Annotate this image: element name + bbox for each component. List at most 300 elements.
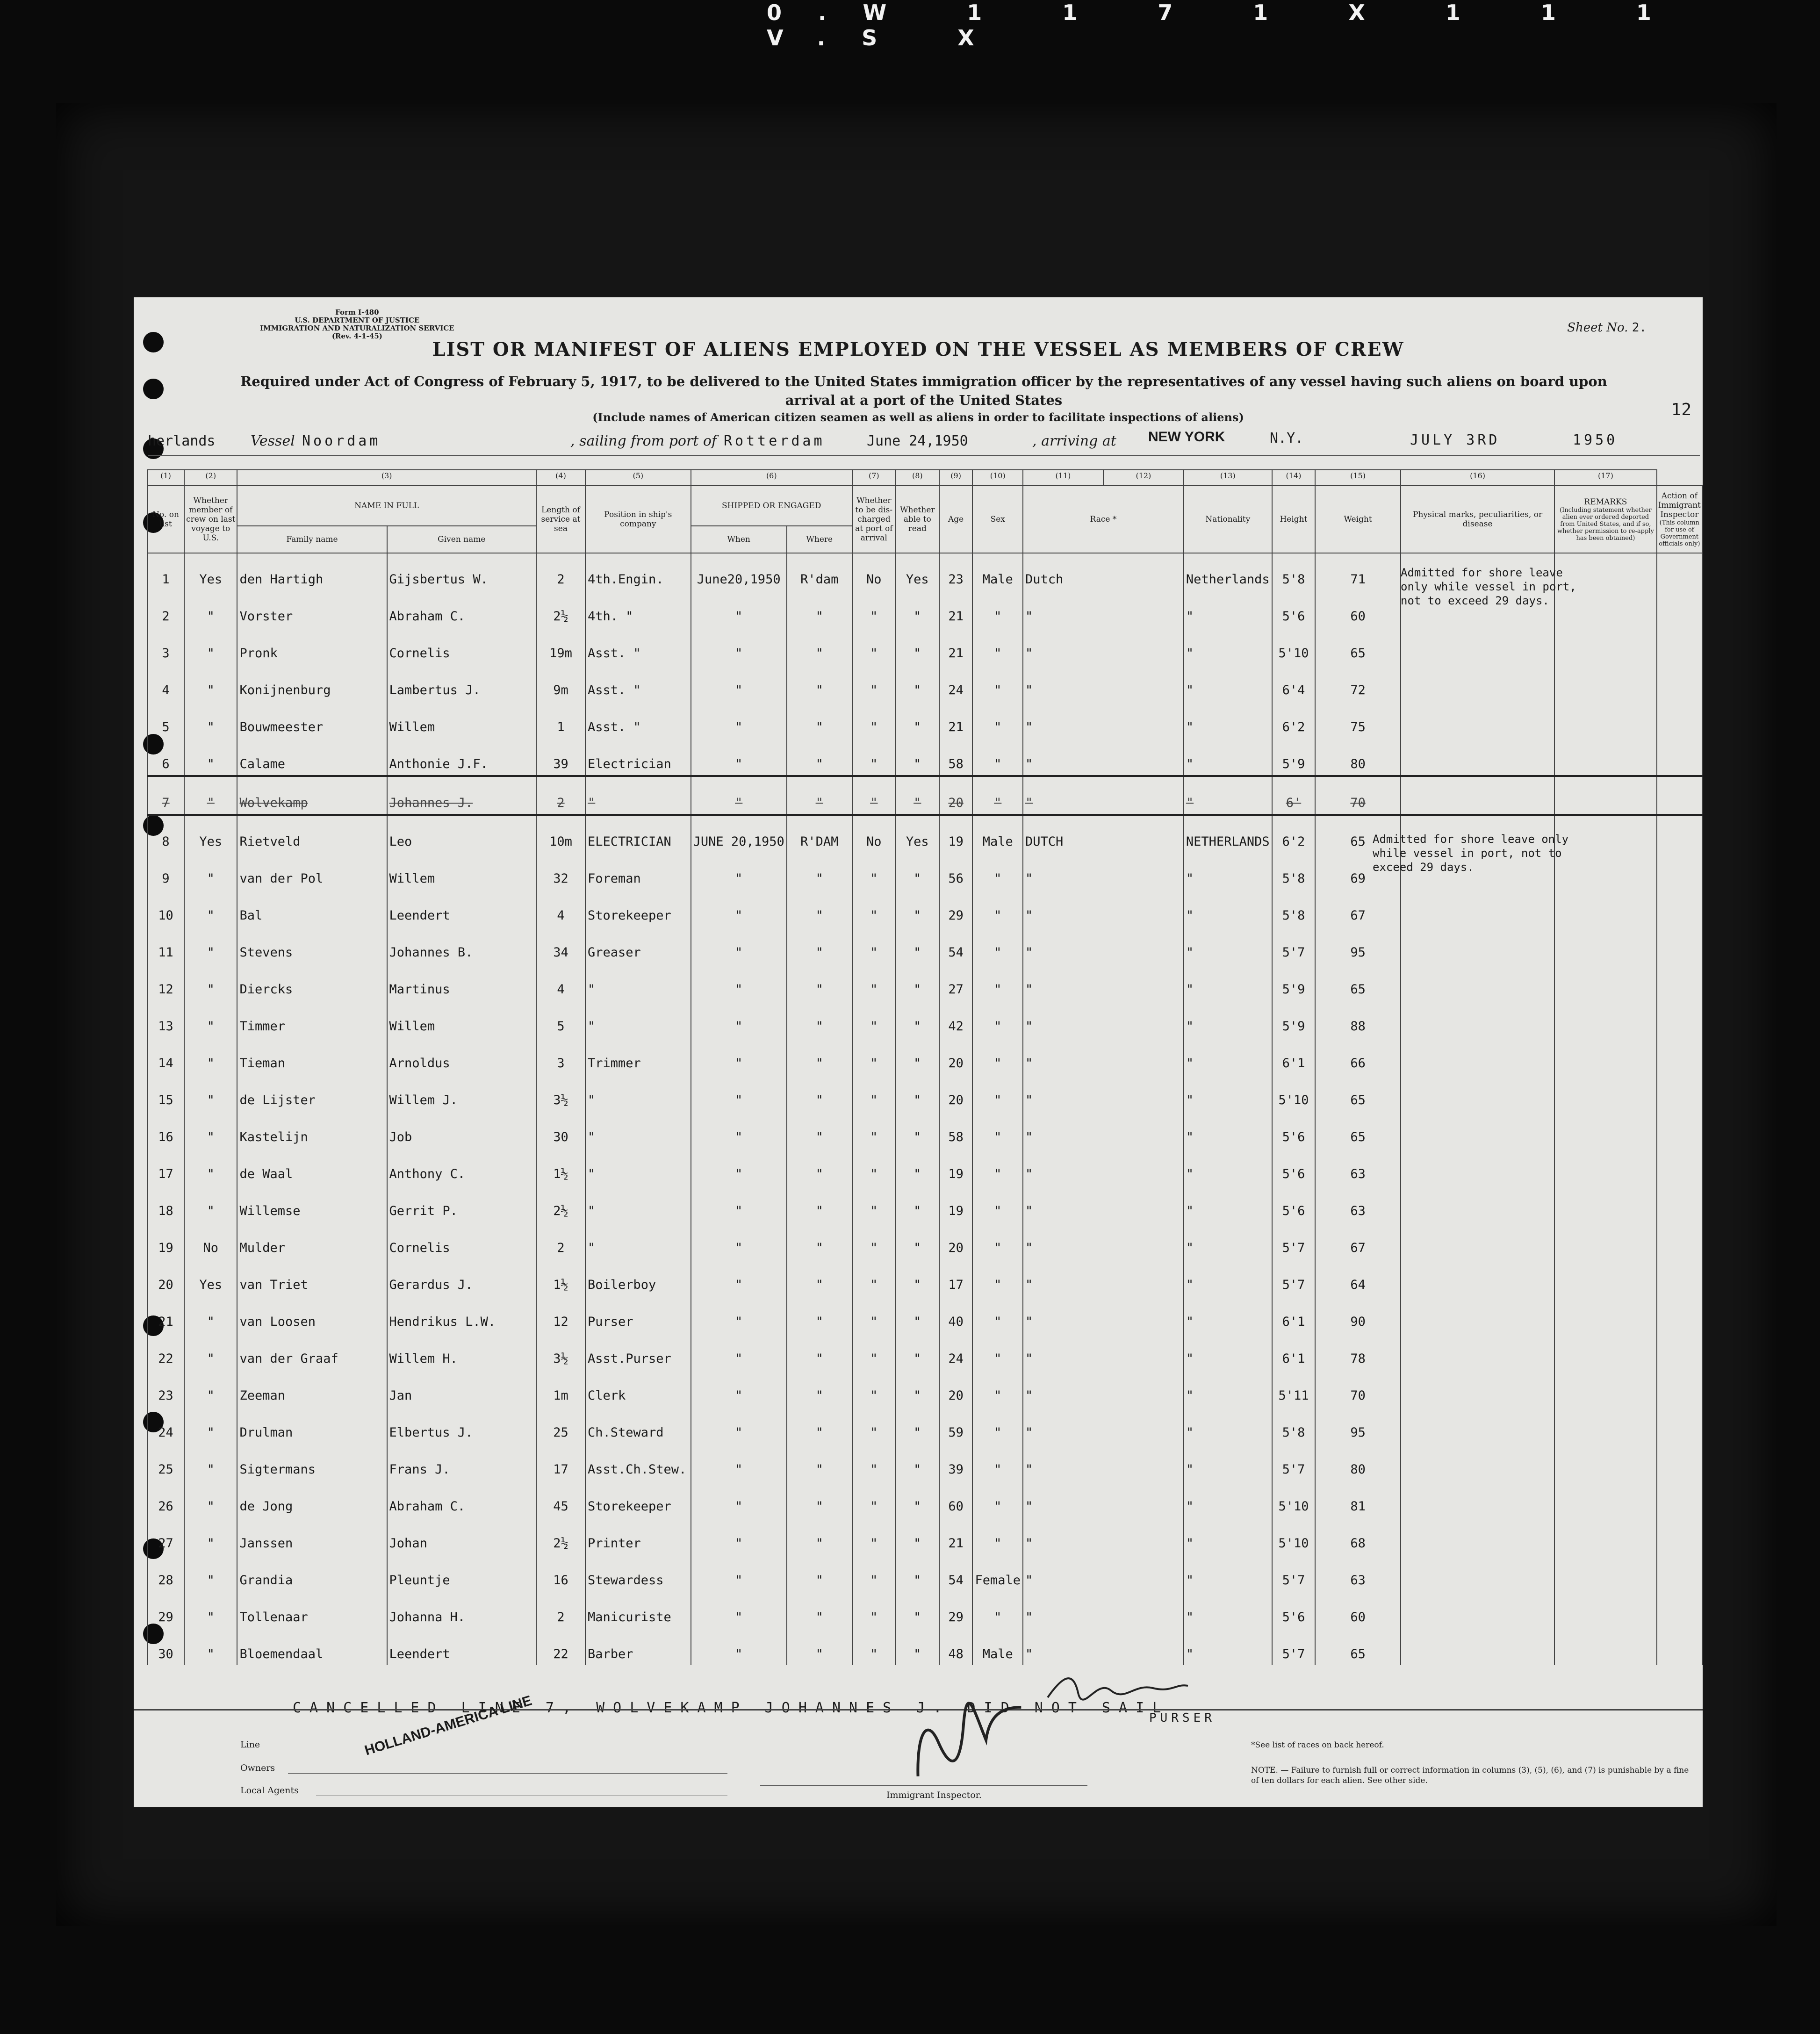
cell-crew: "	[184, 1517, 237, 1554]
crew-manifest-table	[147, 469, 1703, 1665]
cell-length: 2	[536, 1222, 585, 1259]
cell-where: "	[787, 1037, 852, 1074]
cell-given: Lambertus J.	[387, 664, 536, 701]
cell-race: "	[1023, 1591, 1184, 1628]
cell-sex: Female	[972, 1554, 1023, 1591]
cell-where: R'DAM	[787, 815, 852, 853]
cell-physical	[1401, 1628, 1554, 1665]
cell-action	[1657, 1370, 1702, 1407]
col-num-12: (12)	[1103, 470, 1184, 486]
cell-weight: 67	[1315, 1222, 1401, 1259]
cell-discharged: "	[852, 1333, 896, 1370]
cell-action	[1657, 1407, 1702, 1444]
cell-action	[1657, 963, 1702, 1000]
cell-crew: "	[184, 1037, 237, 1074]
cancellation-note: CANCELLED LINE 7, WOLVEKAMP JOHANNES J. DID NOT SAIL	[293, 1700, 1170, 1716]
scanner-marks: 0.W 1 1 7 1 X 1 1 1 V.S X	[767, 0, 1688, 50]
cell-position: Storekeeper	[585, 1481, 691, 1517]
cell-race: "	[1023, 1222, 1184, 1259]
cell-no: 3	[147, 627, 184, 664]
cell-when: "	[691, 1148, 787, 1185]
header-action	[1657, 486, 1702, 553]
cell-given: Jan	[387, 1370, 536, 1407]
cell-length: 4	[536, 890, 585, 927]
flag: herlands	[148, 433, 216, 449]
cell-age: 19	[939, 1148, 973, 1185]
cell-family: Janssen	[237, 1517, 387, 1554]
cell-family: den Hartigh	[237, 553, 387, 590]
header-discharged: Whether to be dis-charged at port of arrival	[852, 486, 896, 553]
cell-action	[1657, 927, 1702, 963]
cell-nationality: "	[1184, 1259, 1272, 1296]
cell-crew: No	[184, 1222, 237, 1259]
cell-where: "	[787, 738, 852, 776]
cell-action	[1657, 776, 1702, 815]
cell-weight: 81	[1315, 1481, 1401, 1517]
cell-height: 6'1	[1272, 1037, 1316, 1074]
table-row	[147, 1000, 1702, 1037]
cell-weight: 69	[1315, 853, 1401, 890]
cell-family: Pronk	[237, 627, 387, 664]
cell-age: 58	[939, 1111, 973, 1148]
cell-remarks	[1554, 1259, 1657, 1296]
cell-race: "	[1023, 627, 1184, 664]
table-row	[147, 1628, 1702, 1665]
purser-label: PURSER	[1149, 1711, 1216, 1725]
cell-length: 12	[536, 1296, 585, 1333]
cell-physical	[1401, 1407, 1554, 1444]
header-physical-marks: Physical marks, peculiarities, or disease	[1401, 486, 1554, 553]
cell-where: "	[787, 927, 852, 963]
cell-height: 5'10	[1272, 1517, 1316, 1554]
cell-crew: "	[184, 1628, 237, 1665]
cell-race: "	[1023, 590, 1184, 627]
cell-where: "	[787, 1296, 852, 1333]
cell-nationality: "	[1184, 853, 1272, 890]
cell-action	[1657, 1037, 1702, 1074]
cell-remarks	[1554, 1517, 1657, 1554]
cell-discharged: "	[852, 1185, 896, 1222]
cell-no: 1	[147, 553, 184, 590]
cell-no: 12	[147, 963, 184, 1000]
cell-height: 6'1	[1272, 1333, 1316, 1370]
cell-sex: "	[972, 1111, 1023, 1148]
header-race: Race *	[1023, 486, 1184, 553]
cell-discharged: "	[852, 590, 896, 627]
cell-read: "	[896, 1074, 939, 1111]
cell-sex: "	[972, 1407, 1023, 1444]
cell-remarks	[1554, 701, 1657, 738]
cell-remarks	[1554, 1481, 1657, 1517]
cell-nationality: "	[1184, 1296, 1272, 1333]
cell-discharged: "	[852, 963, 896, 1000]
cell-given: Cornelis	[387, 1222, 536, 1259]
cell-race: "	[1023, 853, 1184, 890]
cell-nationality: "	[1184, 1481, 1272, 1517]
cell-where: "	[787, 853, 852, 890]
col-num-6: (6)	[691, 470, 852, 486]
cell-nationality: "	[1184, 927, 1272, 963]
cell-length: 45	[536, 1481, 585, 1517]
cell-weight: 65	[1315, 1111, 1401, 1148]
cell-nationality: "	[1184, 963, 1272, 1000]
cell-family: Konijnenburg	[237, 664, 387, 701]
table-row	[147, 701, 1702, 738]
cell-discharged: No	[852, 553, 896, 590]
cell-read: "	[896, 1591, 939, 1628]
cell-height: 6'4	[1272, 664, 1316, 701]
cell-age: 24	[939, 664, 973, 701]
sailing-label: , sailing from port of	[570, 433, 717, 449]
header-nationality: Nationality	[1184, 486, 1272, 553]
cell-family: Stevens	[237, 927, 387, 963]
cell-sex: "	[972, 1259, 1023, 1296]
cell-crew: "	[184, 1407, 237, 1444]
agents-label: Local Agents	[240, 1785, 299, 1796]
cell-crew: "	[184, 1111, 237, 1148]
cell-crew: "	[184, 1296, 237, 1333]
cell-action	[1657, 627, 1702, 664]
col-num-14: (14)	[1272, 470, 1316, 486]
cell-sex: "	[972, 1000, 1023, 1037]
cell-physical	[1401, 664, 1554, 701]
cell-given: Johannes B.	[387, 927, 536, 963]
cell-race: "	[1023, 1481, 1184, 1517]
header-name-in-full: NAME IN FULL	[237, 486, 536, 526]
cell-no: 4	[147, 664, 184, 701]
cell-length: 17	[536, 1444, 585, 1481]
sheet-label: Sheet No.	[1567, 321, 1628, 335]
cell-crew: "	[184, 776, 237, 815]
cell-remarks	[1554, 1074, 1657, 1111]
cell-weight: 60	[1315, 590, 1401, 627]
cell-crew: "	[184, 738, 237, 776]
cell-discharged: "	[852, 1407, 896, 1444]
cell-race: "	[1023, 1628, 1184, 1665]
cell-remarks	[1554, 627, 1657, 664]
cell-when: "	[691, 738, 787, 776]
cell-sex: "	[972, 963, 1023, 1000]
cell-where: "	[787, 1185, 852, 1222]
cell-physical	[1401, 1370, 1554, 1407]
cell-physical	[1401, 1333, 1554, 1370]
cell-position: Ch.Steward	[585, 1407, 691, 1444]
cell-given: Frans J.	[387, 1444, 536, 1481]
cell-position: Purser	[585, 1296, 691, 1333]
cell-crew: "	[184, 927, 237, 963]
cell-weight: 63	[1315, 1185, 1401, 1222]
cell-physical	[1401, 701, 1554, 738]
cell-age: 42	[939, 1000, 973, 1037]
table-row	[147, 1111, 1702, 1148]
cell-race: "	[1023, 1000, 1184, 1037]
cell-nationality: Netherlands	[1184, 553, 1272, 590]
cell-weight: 71	[1315, 553, 1401, 590]
cell-read: "	[896, 738, 939, 776]
cell-family: Grandia	[237, 1554, 387, 1591]
cell-physical	[1401, 627, 1554, 664]
cell-given: Job	[387, 1111, 536, 1148]
cell-action	[1657, 1444, 1702, 1481]
cell-remarks	[1554, 1037, 1657, 1074]
cell-physical	[1401, 776, 1554, 815]
cell-no: 27	[147, 1517, 184, 1554]
cell-read: "	[896, 853, 939, 890]
cell-remarks	[1554, 1554, 1657, 1591]
cell-where: "	[787, 1222, 852, 1259]
cell-physical	[1401, 1000, 1554, 1037]
cell-discharged: "	[852, 1037, 896, 1074]
cell-nationality: "	[1184, 664, 1272, 701]
cell-height: 5'6	[1272, 590, 1316, 627]
cell-height: 5'8	[1272, 1407, 1316, 1444]
table-row	[147, 1074, 1702, 1111]
cell-where: "	[787, 590, 852, 627]
cell-age: 21	[939, 590, 973, 627]
table-row	[147, 1296, 1702, 1333]
arrival-port: NEW YORK	[1148, 429, 1225, 445]
cell-where: R'dam	[787, 553, 852, 590]
cell-length: 5	[536, 1000, 585, 1037]
cell-physical	[1401, 1037, 1554, 1074]
cell-discharged: "	[852, 776, 896, 815]
cell-when: "	[691, 1370, 787, 1407]
cell-length: 9m	[536, 664, 585, 701]
cell-race: "	[1023, 1407, 1184, 1444]
manifest-sheet	[134, 297, 1703, 1807]
form-number: Form I-480	[335, 308, 379, 316]
cell-height: 5'8	[1272, 553, 1316, 590]
header-no-on-list: No. on list	[147, 486, 184, 553]
remark-shore-leave-1: Admitted for shore leave only while vessel in port, not to exceed 29 days.	[1401, 566, 1576, 607]
cell-sex: "	[972, 701, 1023, 738]
cell-height: 5'6	[1272, 1148, 1316, 1185]
cell-where: "	[787, 1407, 852, 1444]
cell-no: 30	[147, 1628, 184, 1665]
cell-sex: Male	[972, 1628, 1023, 1665]
cell-read: "	[896, 1517, 939, 1554]
cell-action	[1657, 1517, 1702, 1554]
cell-height: 5'6	[1272, 1591, 1316, 1628]
cell-given: Leendert	[387, 1628, 536, 1665]
cell-where: "	[787, 1591, 852, 1628]
cell-age: 21	[939, 1517, 973, 1554]
cell-sex: Male	[972, 815, 1023, 853]
cell-sex: "	[972, 1296, 1023, 1333]
cell-discharged: "	[852, 853, 896, 890]
cell-nationality: "	[1184, 627, 1272, 664]
cell-read: "	[896, 627, 939, 664]
cell-read: "	[896, 927, 939, 963]
cell-weight: 72	[1315, 664, 1401, 701]
cell-crew: "	[184, 1074, 237, 1111]
remarks-note: (Including statement whether alien ever ordered deported from United States, and if so, whether permission to re-apply has been obtained)	[1557, 506, 1654, 542]
cell-discharged: "	[852, 738, 896, 776]
cell-given: Anthonie J.F.	[387, 738, 536, 776]
cell-read: "	[896, 1259, 939, 1296]
cell-discharged: "	[852, 1296, 896, 1333]
cell-given: Gijsbertus W.	[387, 553, 536, 590]
cell-where: "	[787, 664, 852, 701]
cell-family: de Waal	[237, 1148, 387, 1185]
cell-position: Electrician	[585, 738, 691, 776]
cell-read: "	[896, 963, 939, 1000]
cell-age: 54	[939, 1554, 973, 1591]
cell-family: van der Pol	[237, 853, 387, 890]
cell-sex: "	[972, 853, 1023, 890]
cell-nationality: "	[1184, 590, 1272, 627]
header-service-length: Length of service at sea	[536, 486, 585, 553]
cell-age: 20	[939, 776, 973, 815]
cell-family: Wolvekamp	[237, 776, 387, 815]
cell-given: Leendert	[387, 890, 536, 927]
cell-remarks	[1554, 1333, 1657, 1370]
header-sex: Sex	[972, 486, 1023, 553]
cell-family: de Jong	[237, 1481, 387, 1517]
cell-weight: 67	[1315, 890, 1401, 927]
cell-length: 34	[536, 927, 585, 963]
cell-given: Gerardus J.	[387, 1259, 536, 1296]
cell-length: 1	[536, 701, 585, 738]
cell-where: "	[787, 1111, 852, 1148]
cell-given: Abraham C.	[387, 590, 536, 627]
cell-height: 5'9	[1272, 738, 1316, 776]
cell-when: JUNE 20,1950	[691, 815, 787, 853]
cell-family: Willemse	[237, 1185, 387, 1222]
cell-remarks	[1554, 1370, 1657, 1407]
cell-age: 56	[939, 853, 973, 890]
cell-position: "	[585, 1111, 691, 1148]
cell-position: Manicuriste	[585, 1591, 691, 1628]
cell-crew: "	[184, 890, 237, 927]
cell-age: 60	[939, 1481, 973, 1517]
cell-length: 32	[536, 853, 585, 890]
cell-given: Willem	[387, 1000, 536, 1037]
cell-weight: 95	[1315, 1407, 1401, 1444]
cell-no: 7	[147, 776, 184, 815]
header-height: Height	[1272, 486, 1316, 553]
cell-age: 19	[939, 815, 973, 853]
cell-age: 20	[939, 1370, 973, 1407]
cell-action	[1657, 1333, 1702, 1370]
cell-remarks	[1554, 1000, 1657, 1037]
cell-crew: "	[184, 1000, 237, 1037]
cell-action	[1657, 553, 1702, 590]
cell-read: "	[896, 1185, 939, 1222]
cell-when: "	[691, 701, 787, 738]
cell-sex: "	[972, 927, 1023, 963]
cell-crew: "	[184, 1481, 237, 1517]
cell-height: 5'7	[1272, 1222, 1316, 1259]
cell-physical	[1401, 1554, 1554, 1591]
cell-when: "	[691, 1222, 787, 1259]
cell-read: "	[896, 1481, 939, 1517]
cell-discharged: "	[852, 701, 896, 738]
cell-length: 25	[536, 1407, 585, 1444]
cell-discharged: "	[852, 1370, 896, 1407]
cell-remarks	[1554, 776, 1657, 815]
cell-no: 15	[147, 1074, 184, 1111]
cell-length: 4	[536, 963, 585, 1000]
cell-sex: "	[972, 1591, 1023, 1628]
cell-discharged: "	[852, 1628, 896, 1665]
cell-remarks	[1554, 927, 1657, 963]
header-when: When	[691, 526, 787, 553]
header-age: Age	[939, 486, 973, 553]
cell-family: Zeeman	[237, 1370, 387, 1407]
cell-age: 24	[939, 1333, 973, 1370]
cell-physical	[1401, 963, 1554, 1000]
table-row	[147, 927, 1702, 963]
cell-race: "	[1023, 1259, 1184, 1296]
cell-when: "	[691, 1296, 787, 1333]
cell-family: Tieman	[237, 1037, 387, 1074]
table-row	[147, 1554, 1702, 1591]
cell-no: 2	[147, 590, 184, 627]
table-row	[147, 1037, 1702, 1074]
cell-length: 19m	[536, 627, 585, 664]
table-row	[147, 1148, 1702, 1185]
cell-no: 21	[147, 1296, 184, 1333]
cell-crew: "	[184, 1554, 237, 1591]
arrival-state: N.Y.	[1270, 430, 1304, 446]
cell-when: "	[691, 1444, 787, 1481]
cell-discharged: "	[852, 1481, 896, 1517]
cell-action	[1657, 1185, 1702, 1222]
cell-when: "	[691, 590, 787, 627]
table-row	[147, 1333, 1702, 1370]
cell-remarks	[1554, 1148, 1657, 1185]
cell-crew: "	[184, 1444, 237, 1481]
cell-race: "	[1023, 1554, 1184, 1591]
header-weight: Weight	[1315, 486, 1401, 553]
cell-physical	[1401, 1481, 1554, 1517]
cell-race: "	[1023, 664, 1184, 701]
cell-weight: 88	[1315, 1000, 1401, 1037]
cell-weight: 80	[1315, 1444, 1401, 1481]
cell-discharged: "	[852, 627, 896, 664]
vessel-label: Vessel	[251, 433, 295, 449]
cell-action	[1657, 1628, 1702, 1665]
cell-crew: "	[184, 701, 237, 738]
cell-sex: "	[972, 1037, 1023, 1074]
line-label: Line	[240, 1739, 260, 1750]
cell-family: Mulder	[237, 1222, 387, 1259]
cell-sex: "	[972, 664, 1023, 701]
cell-nationality: "	[1184, 1037, 1272, 1074]
table-row	[147, 1370, 1702, 1407]
cell-discharged: "	[852, 1554, 896, 1591]
cell-remarks	[1554, 963, 1657, 1000]
cell-where: "	[787, 963, 852, 1000]
cell-where: "	[787, 1259, 852, 1296]
cell-discharged: "	[852, 890, 896, 927]
cell-length: 30	[536, 1111, 585, 1148]
cell-crew: Yes	[184, 553, 237, 590]
header-able-to-read: Whether able to read	[896, 486, 939, 553]
cell-position: ELECTRICIAN	[585, 815, 691, 853]
cell-age: 23	[939, 553, 973, 590]
cell-length: 2	[536, 776, 585, 815]
cell-remarks	[1554, 1444, 1657, 1481]
cell-where: "	[787, 701, 852, 738]
cell-sex: "	[972, 890, 1023, 927]
cell-action	[1657, 1591, 1702, 1628]
cell-sex: "	[972, 1185, 1023, 1222]
cell-position: Asst. "	[585, 664, 691, 701]
header-family-name: Family name	[237, 526, 387, 553]
cell-read: "	[896, 1037, 939, 1074]
